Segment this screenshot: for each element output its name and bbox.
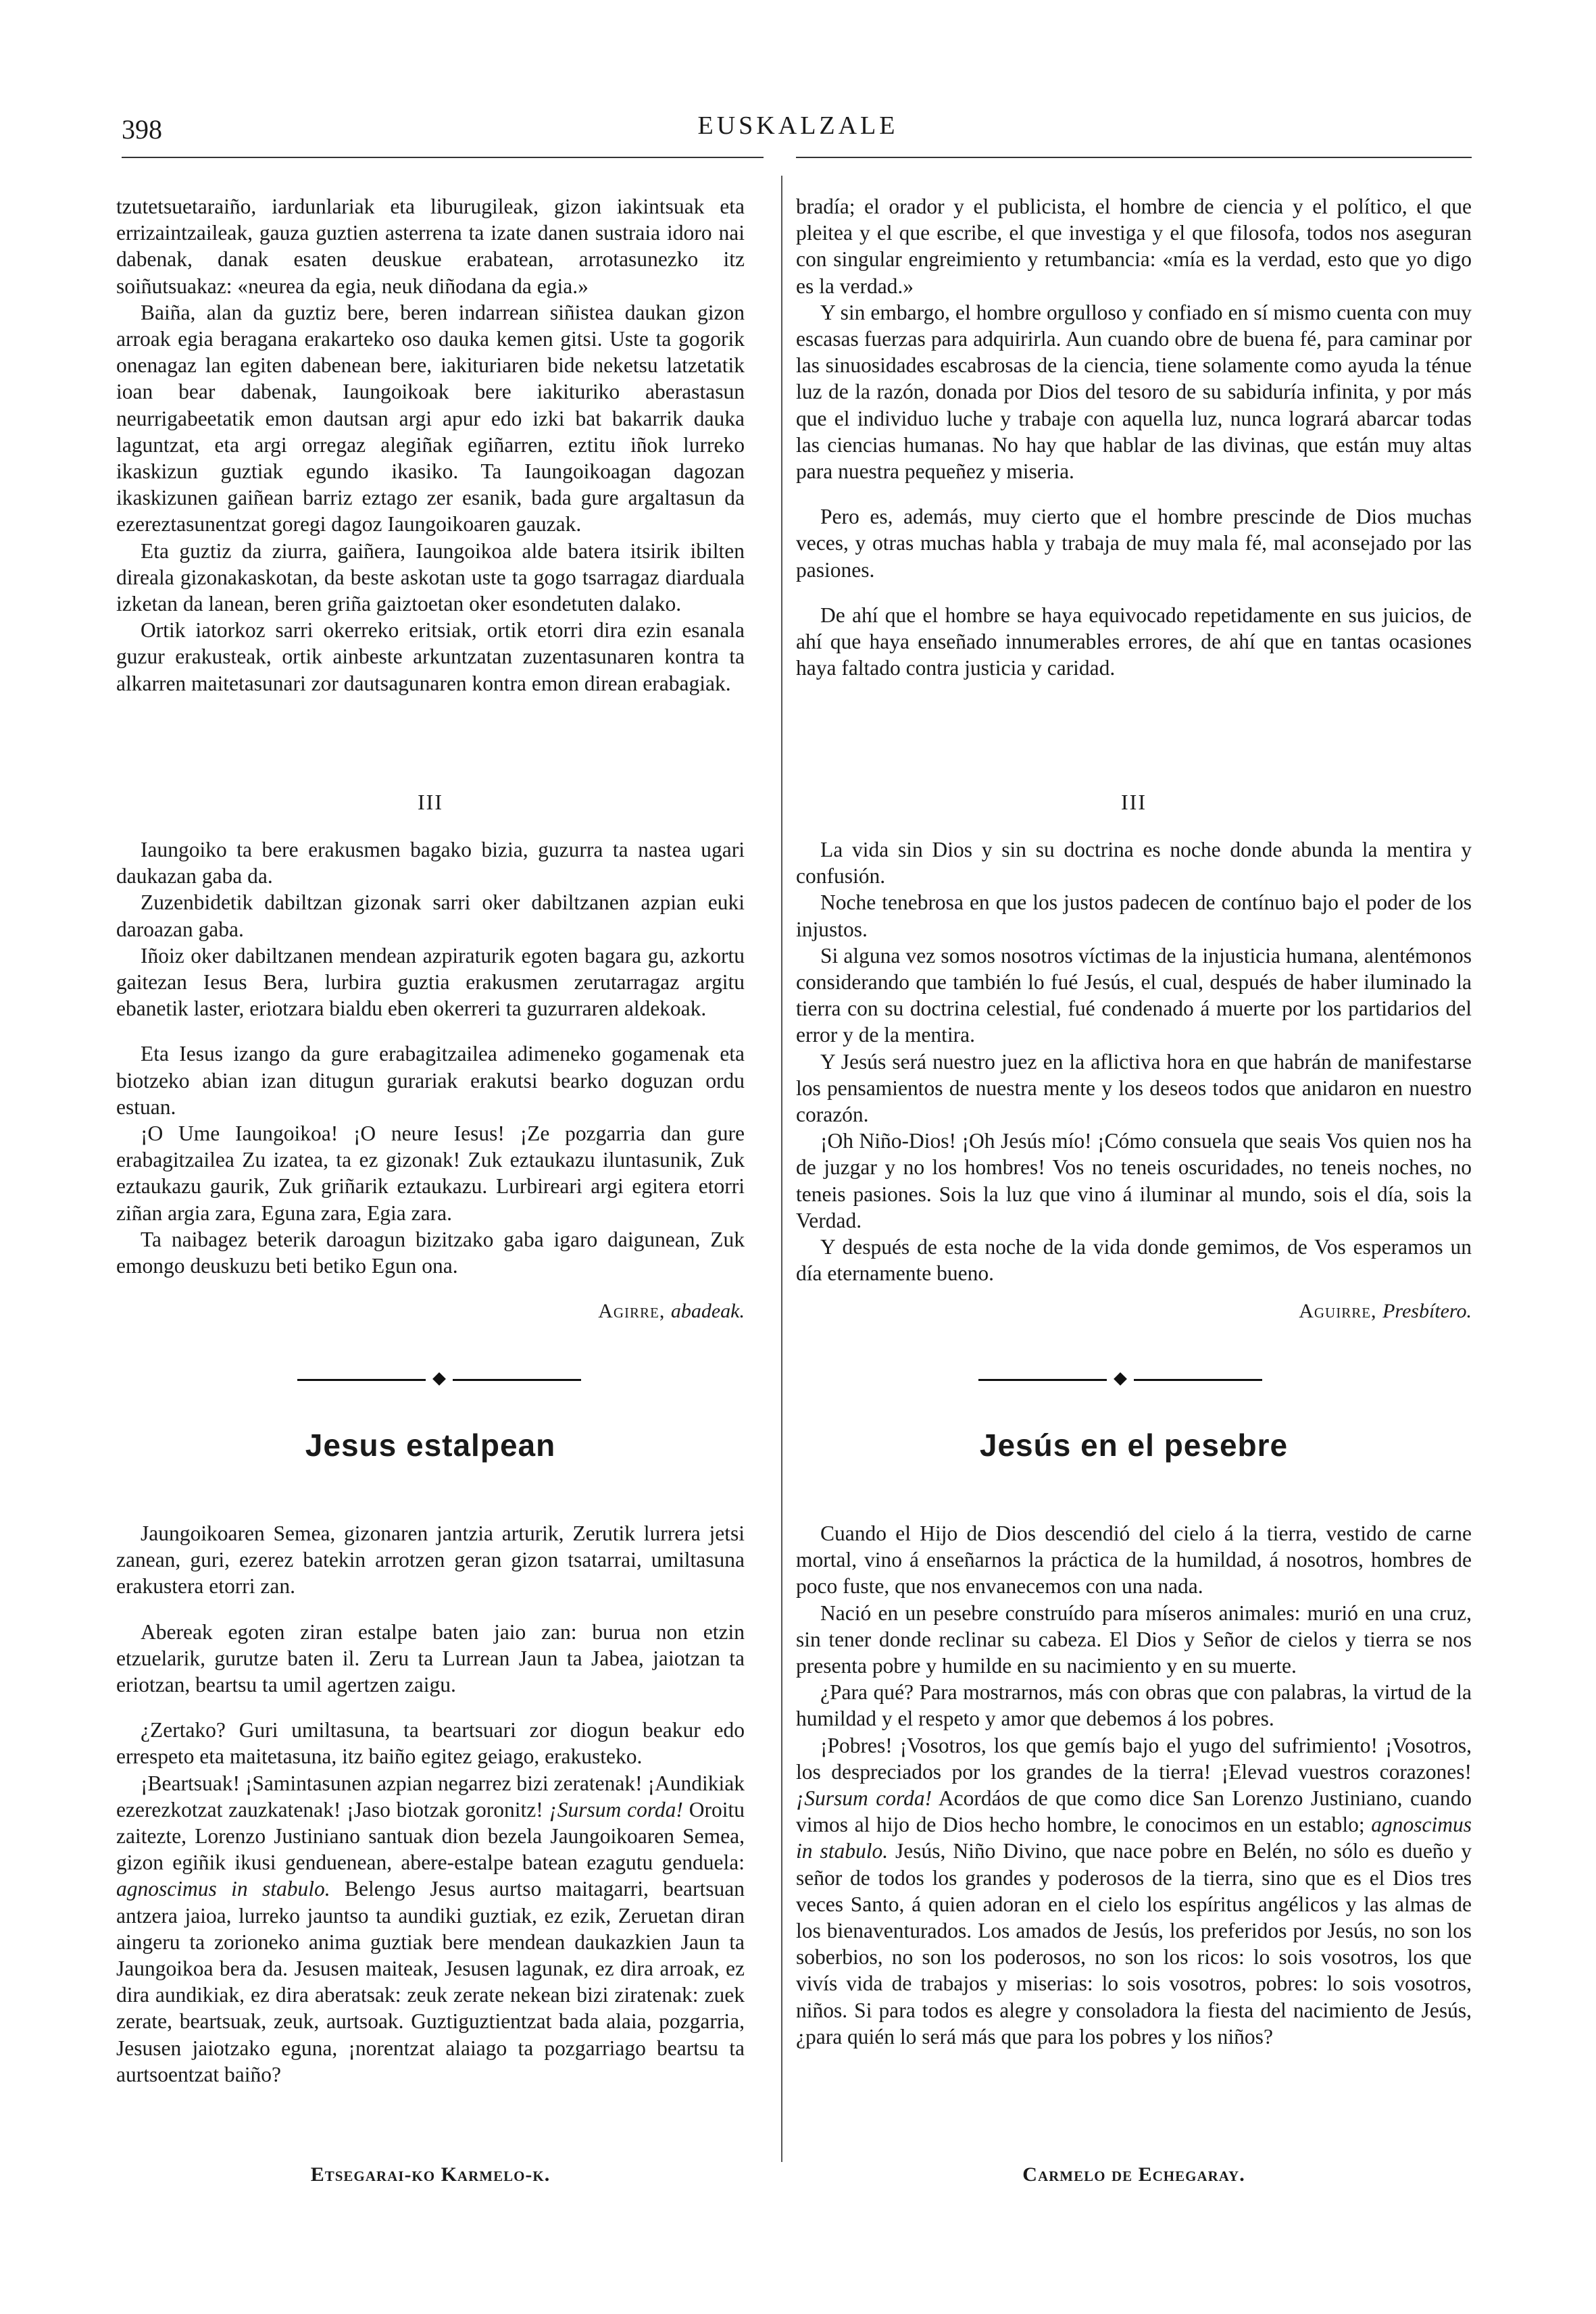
article-title: Jesús en el pesebre — [979, 1428, 1289, 1463]
paragraph: Nació en un pesebre construído para míseros animales: murió en una cruz, sin tener donde reclinar su cabeza. El Dios y Señor de cielos y tierra se nos presenta pobre y humilde en su nacimiento y en su muerte. — [796, 1601, 1472, 1678]
paragraph: Cuando el Hijo de Dios descendió del cielo á la tierra, vestido de carne mortal, vino á enseñarnos la práctica de la humildad, á nosotros, hombres de poco fuste, que nos envanecemos con una nada. — [796, 1521, 1472, 1599]
paragraph: ¡Oh Niño-Dios! ¡Oh Jesús mío! ¡Cómo consuela que seais Vos quien nos ha de juzgar y no los hombres! Vos no teneis oscuridades, no teneis noches, no teneis pasiones. Sois la luz que vino á iluminar al mundo, sois el día, sois la Verdad. — [796, 1129, 1472, 1232]
text-run: Jesús, Niño Divino, que nace pobre en Belén, no sólo es dueño y señor de todos los grandes y poderosos de la tierra, sino que es el Dios tres veces Santo, á quien adoran en el cielo los espíritus angélicos y las almas de los bienaventurados. Los amados de Jesús, los preferidos por Jesús, no son los soberbios, no son los poderosos, no son los ricos: lo sois vosotros, los que vivís vida de trabajos y miserias: lo sois vosotros, pobres: lo sois vosotros, niños. Si para todos es alegre y consoladora la fiesta del nacimiento de Jesús, ¿para quién lo será más que para los pobres y los niños? — [796, 1839, 1472, 2048]
signature — [796, 1299, 1472, 1324]
left-article-part-3 — [116, 836, 745, 1279]
paragraph: Noche tenebrosa en que los justos padecen de contínuo bajo el poder de los injustos. — [796, 890, 1472, 941]
signature-name: Carmelo de Echegaray. — [1022, 2163, 1245, 2186]
header-rule-right — [796, 157, 1472, 158]
right-article-lower — [796, 1520, 1472, 2050]
paragraph: Y Jesús será nuestro juez en la aflictiva hora en que habrán de manifestarse los pensamientos de nuestra mente y los deseos todos que anidaron en nuestro corazón. — [796, 1049, 1472, 1127]
right-article-part-3 — [796, 836, 1472, 1286]
right-article-spanish — [796, 193, 1472, 681]
paragraph: Ta naibagez beterik daroagun bizitzako gaba igaro daigunean, Zuk emongo deuskuzu beti betiko Egun ona. — [116, 1227, 745, 1278]
signature-name: Aguirre, — [1299, 1300, 1377, 1322]
left-article-basque — [116, 193, 745, 697]
paragraph — [796, 1732, 1472, 2050]
section-heading: III — [418, 790, 443, 814]
page-number: 398 — [122, 114, 162, 145]
paragraph: Iaungoiko ta bere erakusmen bagako bizia, guzurra ta nastea ugari daukazan gaba da. — [116, 838, 745, 888]
column-divider — [781, 176, 782, 2162]
paragraph: Jaungoikoaren Semea, gizonaren jantzia arturik, Zerutik lurrera jetsi zanean, guri, ezerez batekin arrotzen geran gizon tsatarrai, umiltasuna erakustera etorri zan. — [116, 1521, 745, 1599]
paragraph: De ahí que el hombre se haya equivocado repetidamente en sus juicios, de ahí que haya enseñado innumerables errores, de ahí que en tantas ocasiones haya faltado contra justicia y caridad. — [796, 603, 1472, 680]
paragraph: Iñoiz oker dabiltzanen mendean azpiraturik egoten bagara gu, azkortu gaitezan Iesus Bera, lurbira guztia erakusmen zerutarragaz argitu ebanetik laster, eriotzara bialdu eben okerreri ta guzurraren aldekoak. — [116, 943, 745, 1021]
signature — [116, 1299, 745, 1324]
signature-role: abadeak. — [670, 1300, 745, 1322]
latin-phrase: ¡Sursum corda! — [549, 1797, 683, 1821]
paragraph: Si alguna vez somos nosotros víctimas de la injusticia humana, alentémonos considerando que también lo fué Jesús, el cual, después de haber iluminado la tierra con su doctrina celestial, fué condenado á muerte por los partidarios del error y de la mentira. — [796, 943, 1472, 1047]
paragraph: Eta guztiz da ziurra, gaiñera, Iaungoikoa alde batera itsirik ibilten direala gizonakaskotan, da beste askotan uste ta gogo tsarragaz diarduala izketan da lanean, beren griña gaiztoetan oker esondetuten dalako. — [116, 538, 745, 616]
ornament-divider — [297, 1373, 581, 1386]
paragraph: La vida sin Dios y sin su doctrina es noche donde abunda la mentira y confusión. — [796, 838, 1472, 888]
paragraph: Eta Iesus izango da gure erabagitzailea adimeneko gogamenak eta biotzeko abian izan ditugun gurariak erakutsi bearko doguzan ordu estuan. — [116, 1042, 745, 1119]
paragraph: ¿Zertako? Guri umiltasuna, ta beartsuari zor diogun beakur edo errespeto eta maitetasuna, itz baiño egitez geiago, erakusteko. — [116, 1718, 745, 1769]
signature-name: Etsegarai-ko Karmelo-k. — [310, 2163, 551, 2186]
text-run: Oroitu zaitezte, Lorenzo Justiniano santuak dion bezela Jaungoikoaren Semea, gizon egiñik ikusi genduenean, abere-estalpe batean ezagutu genduela: — [116, 1797, 745, 1875]
signature — [796, 2162, 1472, 2187]
paragraph: Y sin embargo, el hombre orgulloso y confiado en sí mismo cuenta con muy escasas fuerzas para adquirirla. Aun cuando obre de buena fé, para caminar por las sinuosidades escabrosas de la ciencia, tiene solamente como ayuda la ténue luz de la razón, donada por Dios del tesoro de su sabiduría infinita, y por más que el individuo luche y trabaje con aquella luz, nunca logrará abarcar todas las ciencias humanas. No hay que hablar de las divinas, que están muy altas para nuestra pequeñez y miseria. — [796, 300, 1472, 484]
paragraph: Baiña, alan da guztiz bere, beren indarrean siñistea daukan gizon arroak egia beragana erakarteko oso dauka kemen gitsi. Uste ta gogorik onenagaz lan egiten dabenean bere, iakituriaren bide neketsu latzetatik ioan bear dabenak, Iaungoikoak bere iakituriko aberastasun neurrigabeetatik emon dautsan argi apur edo izki bat bakarrik dauka laguntzat, eta argi orregaz alegiñak egiñarren, eztitu iñok lurreko ikaskizun guztiak egundo ikasiko. Ta Iaungoikoagan dagozan ikaskizunen gaiñean barriz eztago zer esanik, bada gure argaltasun da ezereztasunentzat goregi dagoz Iaungoikoaren gauzak. — [116, 300, 745, 536]
text-run: ¡Pobres! ¡Vosotros, los que gemís bajo el yugo del sufrimiento! ¡Vosotros, los despreciados por los grandes de la tierra! ¡Elevad vuestros corazones! — [796, 1733, 1472, 1784]
text-run: Acordáos de que como dice San Lorenzo Justiniano, cuando vimos al hijo de Dios hecho hombre, le conocimos en un establo; — [796, 1786, 1472, 1837]
paragraph: tzutetsuetaraiño, iardunlariak eta liburugileak, gizon iakintsuak eta errizaintzaileak, gauza guztien asterrena ta izate danen sustraia idoro nai dabenak, danak esaten deuskue erabatean, arrotasunezko itz soiñutsuakaz: «neurea da egia, neuk diñodana da egia.» — [116, 195, 745, 298]
signature — [116, 2162, 745, 2187]
paragraph: Pero es, además, muy cierto que el hombre prescinde de Dios muchas veces, y otras muchas habla y trabaja de muy mala fé, mal aconsejado por las pasiones. — [796, 505, 1472, 582]
paragraph — [116, 1770, 745, 2088]
signature-role: Presbítero. — [1382, 1300, 1472, 1322]
paragraph: ¿Para qué? Para mostrarnos, más con obras que con palabras, la virtud de la humildad y el respeto y amor que debemos á los pobres. — [796, 1680, 1472, 1731]
latin-phrase: ¡Sursum corda! — [796, 1786, 932, 1811]
paragraph: ¡O Ume Iaungoikoa! ¡O neure Iesus! ¡Ze pozgarria dan gure erabagitzailea Zu izatea, ta ez gizonak! Zuk eztaukazu iluntasunik, Zuk eztaukazu gaurik, Zuk griñarik eztaukazu. Lurbireari argi egitera etorri ziñan argia zara, Eguna zara, Egia zara. — [116, 1122, 745, 1225]
ornament-divider — [978, 1373, 1262, 1386]
text-run: ¡Beartsuak! ¡Samintasunen azpian negarrez bizi zeratenak! ¡Aundikiak ezerezkotzat zauzkatenak! ¡Jaso biotzak goronitz! — [116, 1771, 745, 1821]
running-title: EUSKALZALE — [697, 111, 899, 140]
header-rule-left — [122, 157, 764, 158]
paragraph: Ortik iatorkoz sarri okerreko eritsiak, ortik etorri dira ezin esanala guzur erakusteak, ortik ainbeste arkuntzatan zuzentasunaren kontra ta alkarren maitetasunari zor dautsagunaren kontra emon direan erabagiak. — [116, 618, 745, 695]
text-run: Belengo Jesus aurtso maitagarri, beartsuan antzera jaioa, lurreko jauntso ta aundiki guztiak, ez ezik, Zeruetan diran aingeru ta zorioneko anima guztiak bere mendean daukazkien Jaun ta Jaungoikoa bera da. Jesusen maiteak, Jesusen lagunak, ez dira arroak, ez dira aundikiak, ez dira aberatsak: zeuk zerate nekean bizi ziratenak: zuek zerate, beartsuak, zeuk, aurtsoak. Guztiguztientzat bada alaia, pozgarria, Jesusen jaiotzako eguna, ¡norentzat alaiago ta pozgarriago beartsu ta aurtsoentzat baiño? — [116, 1877, 745, 2086]
latin-phrase: agnoscimus in stabulo. — [796, 1813, 1472, 1863]
signature-name: Agirre, — [598, 1300, 666, 1322]
paragraph: Zuzenbidetik dabiltzan gizonak sarri oker dabiltzanen azpian euki daroazan gaba. — [116, 890, 745, 941]
paragraph: Y después de esta noche de la vida donde gemimos, de Vos esperamos un día eternamente bueno. — [796, 1235, 1472, 1286]
left-article-lower — [116, 1520, 745, 2088]
article-title: Jesus estalpean — [305, 1428, 556, 1463]
latin-phrase: agnoscimus in stabulo. — [116, 1877, 330, 1901]
paragraph: bradía; el orador y el publicista, el hombre de ciencia y el político, el que pleitea y el que escribe, el que investiga y el que filosofa, todos nos aseguran con singular engreimiento y retumbancia: «mía es la verdad, esto que yo digo es la verdad.» — [796, 195, 1472, 298]
section-heading: III — [1121, 790, 1147, 814]
paragraph: Abereak egoten ziran estalpe baten jaio zan: burua non etzin etzuelarik, gurutze baten il. Zeru ta Lurrean Jaun ta Jabea, jaiotzan ta eriotzan, beartsu ta umil agertzen zaigu. — [116, 1619, 745, 1697]
